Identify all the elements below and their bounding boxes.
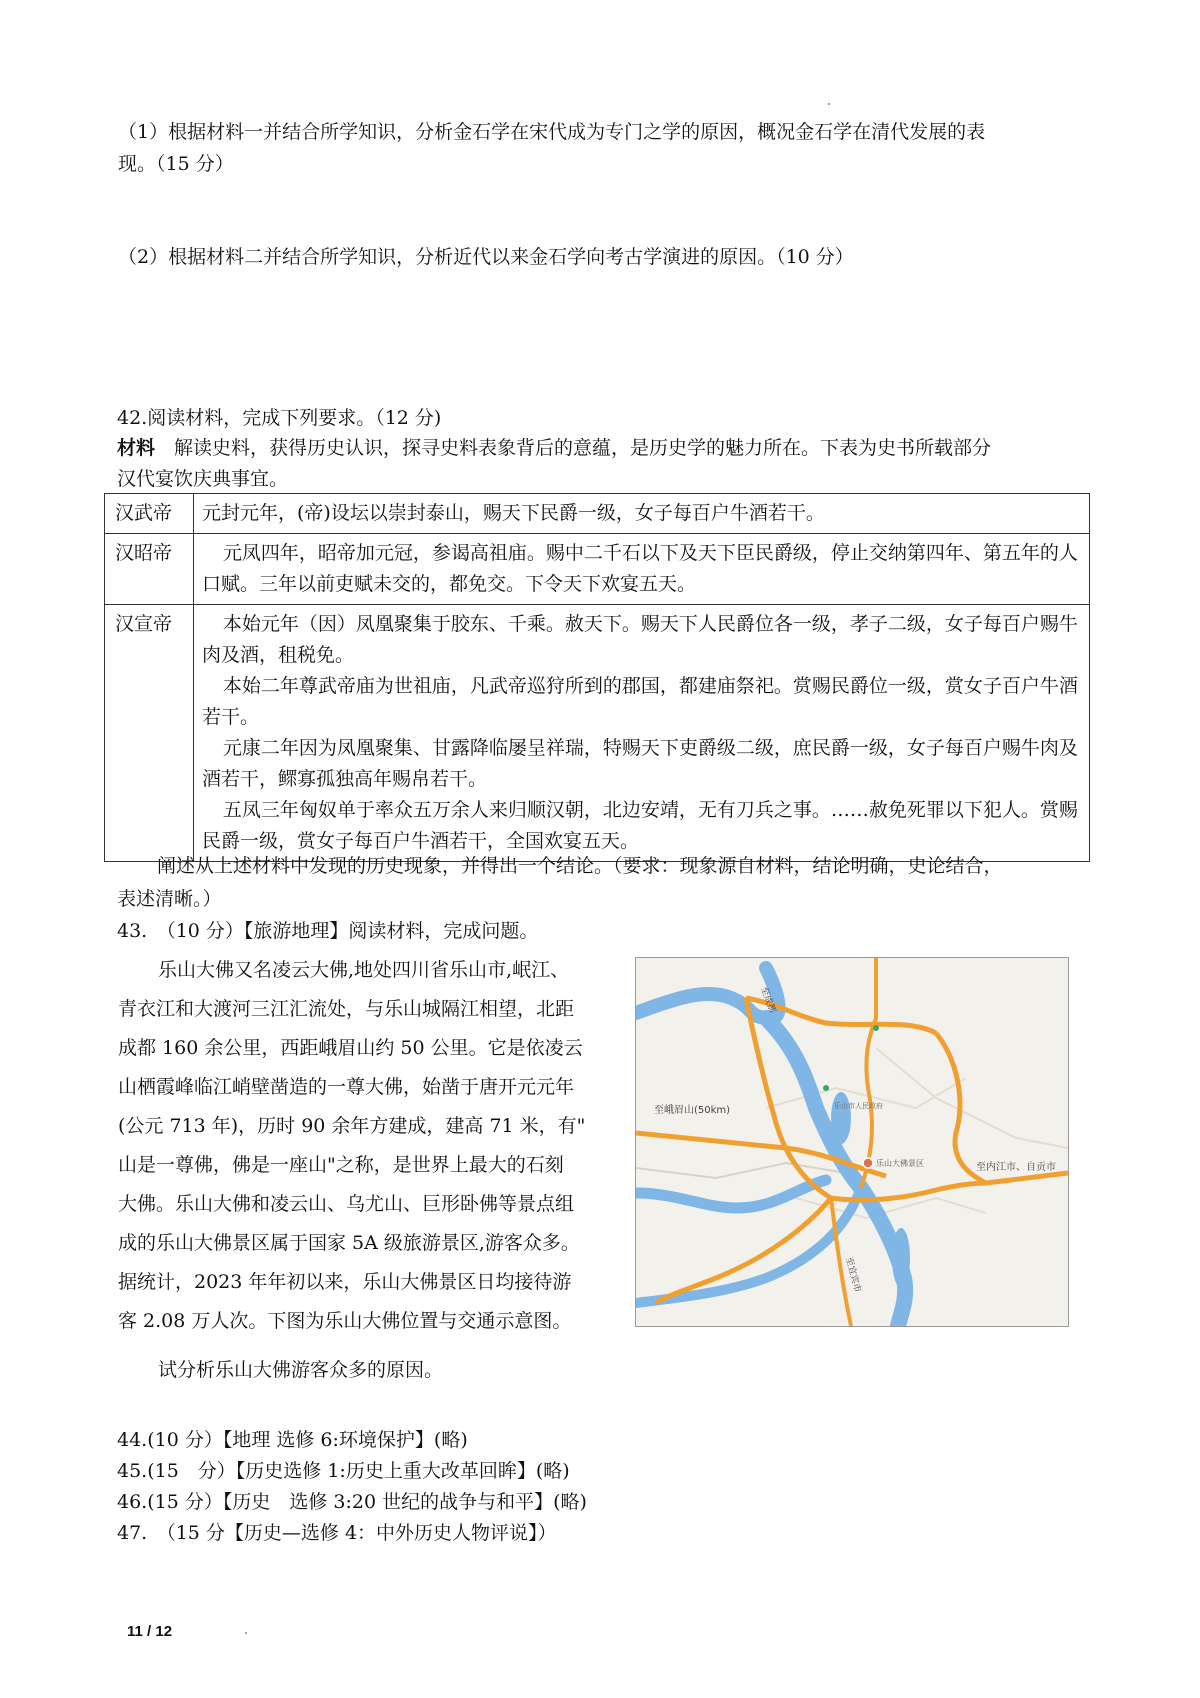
han-banquet-table — [104, 493, 1090, 862]
table-row — [105, 605, 1090, 862]
record-paragraph: 本始二年尊武帝庙为世祖庙，凡武帝巡狩所到的郡国，都建庙祭祀。赏赐民爵位一级，赏女子百户牛酒若干。 — [202, 675, 1078, 728]
material-text: 解读史料，获得历史认识，探寻史料表象背后的意蕴，是历史学的魅力所在。下表为史书所载部分 — [155, 437, 992, 459]
record-cell — [194, 534, 1090, 605]
label-to-neijiang: 至内江市、自贡市 — [976, 1162, 1056, 1173]
q43-heading: 43. （10 分）【旅游地理】阅读材料，完成问题。 — [117, 920, 539, 942]
q42-material-line-2: 汉代宴饮庆典事宜。 — [117, 468, 289, 490]
q42-task-line-2: 表述清晰。） — [117, 888, 222, 910]
q43-line: 大佛。乐山大佛和凌云山、乌尤山、巨形卧佛等景点组 — [118, 1193, 575, 1215]
q43-line: 客 2.08 万人次。下图为乐山大佛位置与交通示意图。 — [118, 1310, 572, 1332]
q1-line-1: （1）根据材料一并结合所学知识，分析金石学在宋代成为专门之学的原因，概况金石学在清代发展的表 — [118, 121, 986, 143]
q43-line: 乐山大佛又名凌云大佛,地处四川省乐山市,岷江、 — [158, 959, 570, 981]
poi-marker — [873, 1025, 879, 1031]
record-paragraph: 五凤三年匈奴单于率众五万余人来归顺汉朝，北边安靖，无有刀兵之事。……赦免死罪以下犯人。赏赐民爵一级，赏女子每百户牛酒若干，全国欢宴五天。 — [202, 799, 1078, 852]
table-row — [105, 534, 1090, 605]
q42-task-line-1: 阐述从上述材料中发现的历史现象，并得出一个结论。（要求：现象源自材料，结论明确，史论结合， — [157, 855, 1003, 877]
record-cell — [194, 605, 1090, 862]
river-island — [892, 1228, 910, 1288]
poi-marker — [823, 1085, 829, 1091]
emperor-cell: 汉昭帝 — [105, 534, 194, 605]
label-to-chengdu: 至成都 — [758, 985, 777, 1015]
q43-line: 成都 160 余公里，西距峨眉山约 50 公里。它是依凌云 — [118, 1037, 583, 1059]
q43-line: 成的乐山大佛景区属于国家 5A 级旅游景区,游客众多。 — [118, 1232, 580, 1254]
label-to-yibin: 至宜宾市 — [843, 1256, 863, 1294]
record-paragraph: 元封元年，(帝)设坛以崇封泰山，赐天下民爵一级，女子每百户牛酒若干。 — [202, 502, 825, 524]
q1-line-2: 现。（15 分） — [118, 153, 234, 175]
material-label: 材料 — [117, 437, 156, 459]
q42-material-line-1 — [117, 433, 991, 463]
elective-47: 47. （15 分【历史—选修 4：中外历史人物评说】） — [117, 1522, 557, 1544]
q43-line: 据统计，2023 年年初以来，乐山大佛景区日均接待游 — [118, 1271, 572, 1293]
record-cell — [194, 494, 1090, 534]
leshan-transport-map — [635, 957, 1069, 1327]
q43-line: 青衣江和大渡河三江汇流处，与乐山城隔江相望，北距 — [118, 998, 575, 1020]
emperor-cell: 汉武帝 — [105, 494, 194, 534]
q2-line-1: （2）根据材料二并结合所学知识，分析近代以来金石学向考古学演进的原因。（10 分） — [118, 246, 854, 268]
label-to-emei: 至峨眉山(50km) — [654, 1105, 731, 1116]
page-number: 11 / 12 — [127, 1623, 173, 1640]
label-center: 乐山市人民政府 — [834, 1102, 883, 1110]
elective-46: 46.(15 分）【历史 选修 3:20 世纪的战争与和平】(略) — [117, 1491, 587, 1513]
q43-line: (公元 713 年)，历时 90 余年方建成，建高 71 米，有" — [118, 1115, 586, 1137]
elective-45: 45.(15 分）【历史选修 1:历史上重大改革回眸】(略) — [117, 1460, 570, 1482]
q42-heading: 42.阅读材料，完成下列要求。（12 分) — [117, 407, 442, 429]
record-paragraph: 元康二年因为凤凰聚集、甘露降临屡呈祥瑞，特赐天下吏爵级二级，庶民爵一级，女子每百户赐牛肉及酒若干，鳏寡孤独高年赐帛若干。 — [202, 737, 1078, 790]
leshan-buddha-marker — [863, 1158, 873, 1168]
record-paragraph: 本始元年（因）凤凰聚集于胶东、千乘。赦天下。赐天下人民爵位各一级，孝子二级，女子每百户赐牛肉及酒，租税免。 — [202, 613, 1078, 666]
scan-dot — [828, 103, 830, 105]
river-island — [831, 1092, 851, 1144]
scan-dot — [245, 1632, 247, 1634]
q43-line: 山是一尊佛，佛是一座山"之称，是世界上最大的石刻 — [118, 1154, 564, 1176]
record-paragraph: 元凤四年，昭帝加元冠，参谒高祖庙。赐中二千石以下及天下臣民爵级，停止交纳第四年、第五年的人口赋。三年以前吏赋未交的，都免交。下令天下欢宴五天。 — [202, 542, 1078, 595]
q43-line: 山栖霞峰临江峭壁凿造的一尊大佛，始凿于唐开元元年 — [118, 1076, 575, 1098]
label-buddha: 乐山大佛景区 — [876, 1159, 924, 1168]
elective-44: 44.(10 分）【地理 选修 6:环境保护】(略) — [117, 1429, 468, 1451]
table-row — [105, 494, 1090, 534]
emperor-cell: 汉宣帝 — [105, 605, 194, 862]
q43-question: 试分析乐山大佛游客众多的原因。 — [158, 1359, 444, 1381]
